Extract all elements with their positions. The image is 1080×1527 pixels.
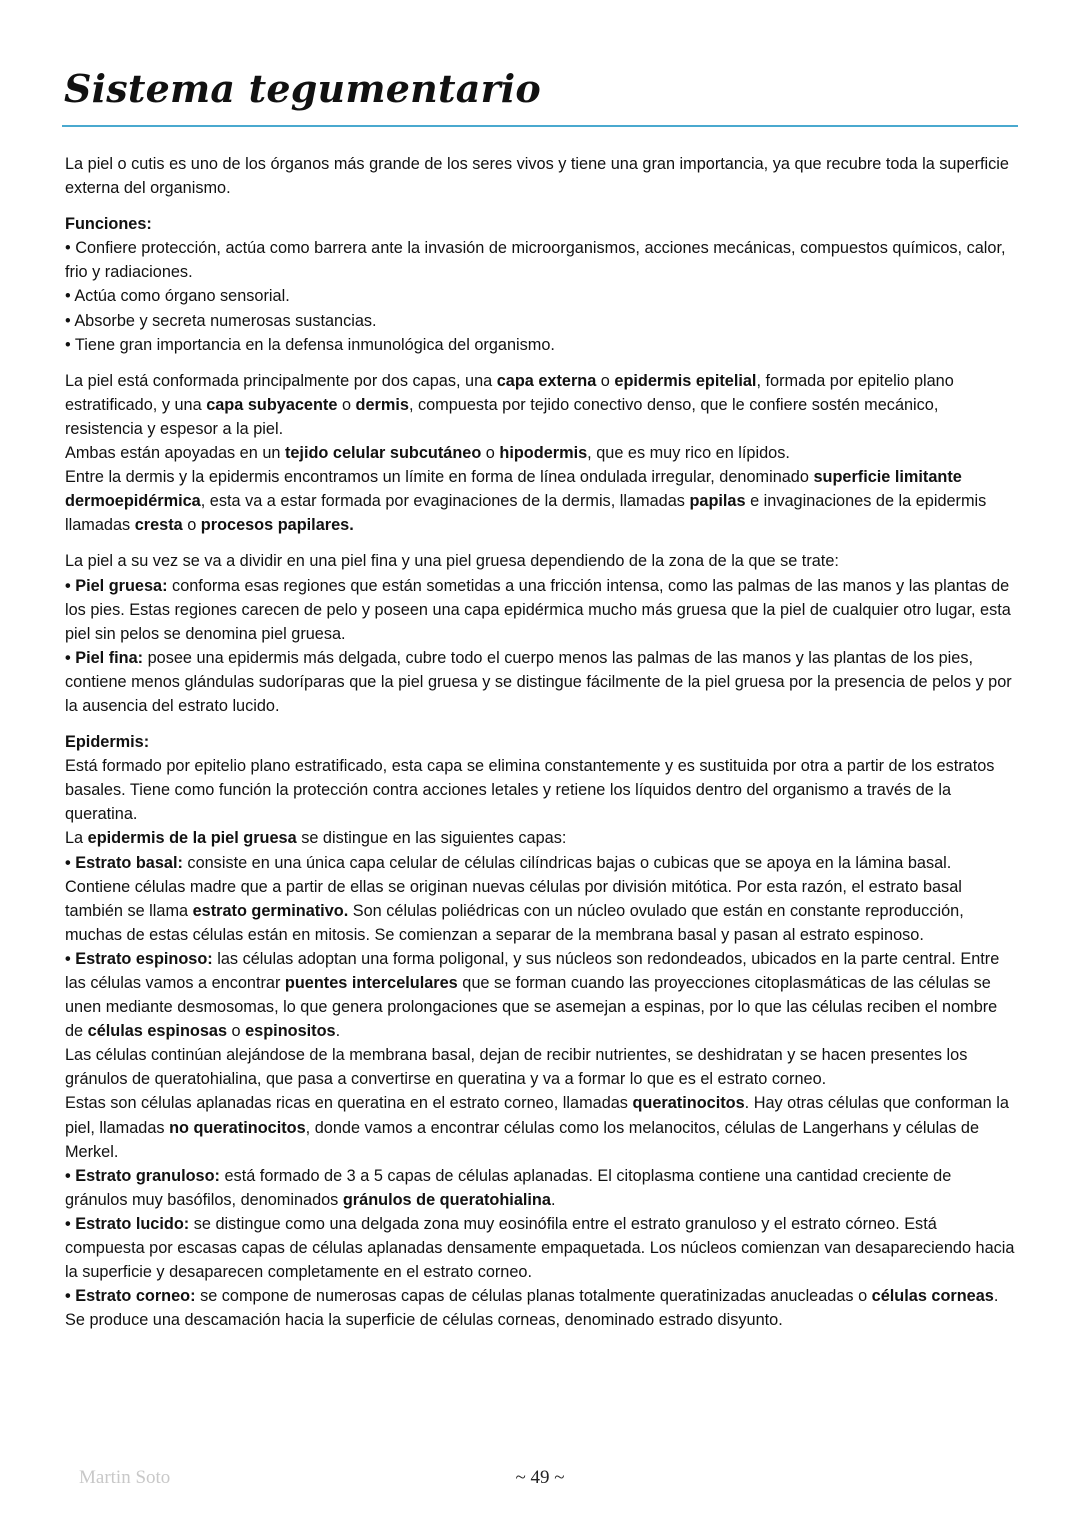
funciones-item: • Tiene gran importancia en la defensa inmunológica del organismo. — [65, 335, 555, 354]
document-body — [65, 152, 1015, 1332]
funciones-item: • Actúa como órgano sensorial. — [65, 287, 290, 306]
estrato-lucido-item: • Estrato lucido: se distingue como una delgada zona muy eosinófila entre el estrato granuloso y el estrato córneo. Está compuesta por escasas capas de células aplanadas densamente empaquetada. Los núcleos comienzan van desapareciendo hacia la superficie y desaparecen completamente en el estrato corneo. — [65, 1214, 1015, 1282]
piel-fina-item: • Piel fina: posee una epidermis más delgada, cubre todo el cuerpo menos las palmas de las manos y las plantas de los pies, contiene menos glándulas sudoríparas que la piel gruesa y se distingue fácilmente de la piel gruesa por la presencia de pelos y por la ausencia del estrato lucido. — [65, 648, 1012, 715]
footer-author: Martin Soto — [79, 1467, 171, 1488]
capas-paragraph: La piel está conformada principalmente por dos capas, una capa externa o epidermis epitelial, formada por epitelio plano estratificado, y una capa subyacente o dermis, compuesta por tejido conectivo denso, que le confiere sostén mecánico, resistencia y espesor a la piel. — [65, 371, 954, 438]
queratinocitos-paragraph: Estas son células aplanadas ricas en queratina en el estrato corneo, llamadas queratinocitos. Hay otras células que conforman la piel, llamadas no queratinocitos, donde vamos a encontrar células como los melanocitos, células de Langerhans y células de Merkel. — [65, 1094, 1009, 1161]
epidermis-capas-intro: La epidermis de la piel gruesa se distingue en las siguientes capas: — [65, 829, 567, 848]
queratohialina-paragraph: Las células continúan alejándose de la membrana basal, dejan de recibir nutrientes, se deshidratan y se hacen presentes los gránulos de queratohialina, que pasa a convertirse en queratina y va a formar lo que es el estrato corneo. — [65, 1046, 968, 1089]
page-title: Sistema tegumentario — [64, 66, 541, 111]
epidermis-heading: Epidermis: — [65, 733, 150, 752]
estrato-granuloso-item: • Estrato granuloso: está formado de 3 a 5 capas de células aplanadas. El citoplasma contiene una cantidad creciente de gránulos muy basófilos, denominados gránulos de queratohialina. — [65, 1166, 952, 1209]
tipos-intro: La piel a su vez se va a dividir en una piel fina y una piel gruesa dependiendo de la zona de la que se trate: — [65, 552, 839, 571]
estrato-espinoso-item: • Estrato espinoso: las células adoptan una forma poligonal, y sus núcleos son redondeados, ubicados en la parte central. Entre las células vamos a encontrar puentes intercelulares que se forman cuando las proyecciones citoplasmáticas de las células se unen mediante desmosomas, lo que genera prolongaciones que se asemejan a espinas, por lo que las células reciben el nombre de células espinosas o espinositos. — [65, 949, 1000, 1041]
limite-paragraph: Entre la dermis y la epidermis encontramos un límite en forma de línea ondulada irregular, denominado superficie limitante dermoepidérmica, esta va a estar formada por evaginaciones de la dermis, llamadas papilas e invaginaciones de la epidermis llamadas cresta o procesos papilares. — [65, 468, 987, 535]
funciones-item: • Absorbe y secreta numerosas sustancias. — [65, 311, 377, 330]
intro-paragraph: La piel o cutis es uno de los órganos más grande de los seres vivos y tiene una gran importancia, ya que recubre toda la superficie externa del organismo. — [65, 155, 1009, 198]
epidermis-paragraph: Está formado por epitelio plano estratificado, esta capa se elimina constantemente y es sustituida por otra a partir de los estratos basales. Tiene como función la protección contra acciones letales y retiene los líquidos dentro del organismo a través de la queratina. — [65, 757, 995, 824]
funciones-item: • Confiere protección, actúa como barrera ante la invasión de microorganismos, acciones mecánicas, compuestos químicos, calor, frio y radiaciones. — [65, 239, 1006, 282]
hipodermis-paragraph: Ambas están apoyadas en un tejido celular subcutáneo o hipodermis, que es muy rico en lípidos. — [65, 444, 790, 463]
piel-gruesa-item: • Piel gruesa: conforma esas regiones que están sometidas a una fricción intensa, como las palmas de las manos y las plantas de los pies. Estas regiones carecen de pelo y poseen una capa epidérmica mucho más gruesa que la piel de cualquier otro lugar, esta piel sin pelos se denomina piel gruesa. — [65, 576, 1011, 643]
funciones-heading: Funciones: — [65, 215, 152, 234]
estrato-corneo-item: • Estrato corneo: se compone de numerosas capas de células planas totalmente queratinizadas anucleadas o células corneas. Se produce una descamación hacia la superficie de células corneas, denominado estrado disyunto. — [65, 1287, 999, 1330]
estrato-basal-item: • Estrato basal: consiste en una única capa celular de células cilíndricas bajas o cubicas que se apoya en la lámina basal. Contiene células madre que a partir de ellas se originan nuevas células por división mitótica. Por esta razón, el estrato basal también se llama estrato germinativo. Son células poliédricas con un núcleo ovulado que están en constante reproducción, muchas de estas células están en mitosis. Se comienzan a separar de la membrana basal y pasan al estrato espinoso. — [65, 853, 964, 944]
page-number: ~ 49 ~ — [515, 1467, 565, 1488]
title-divider — [62, 125, 1018, 127]
